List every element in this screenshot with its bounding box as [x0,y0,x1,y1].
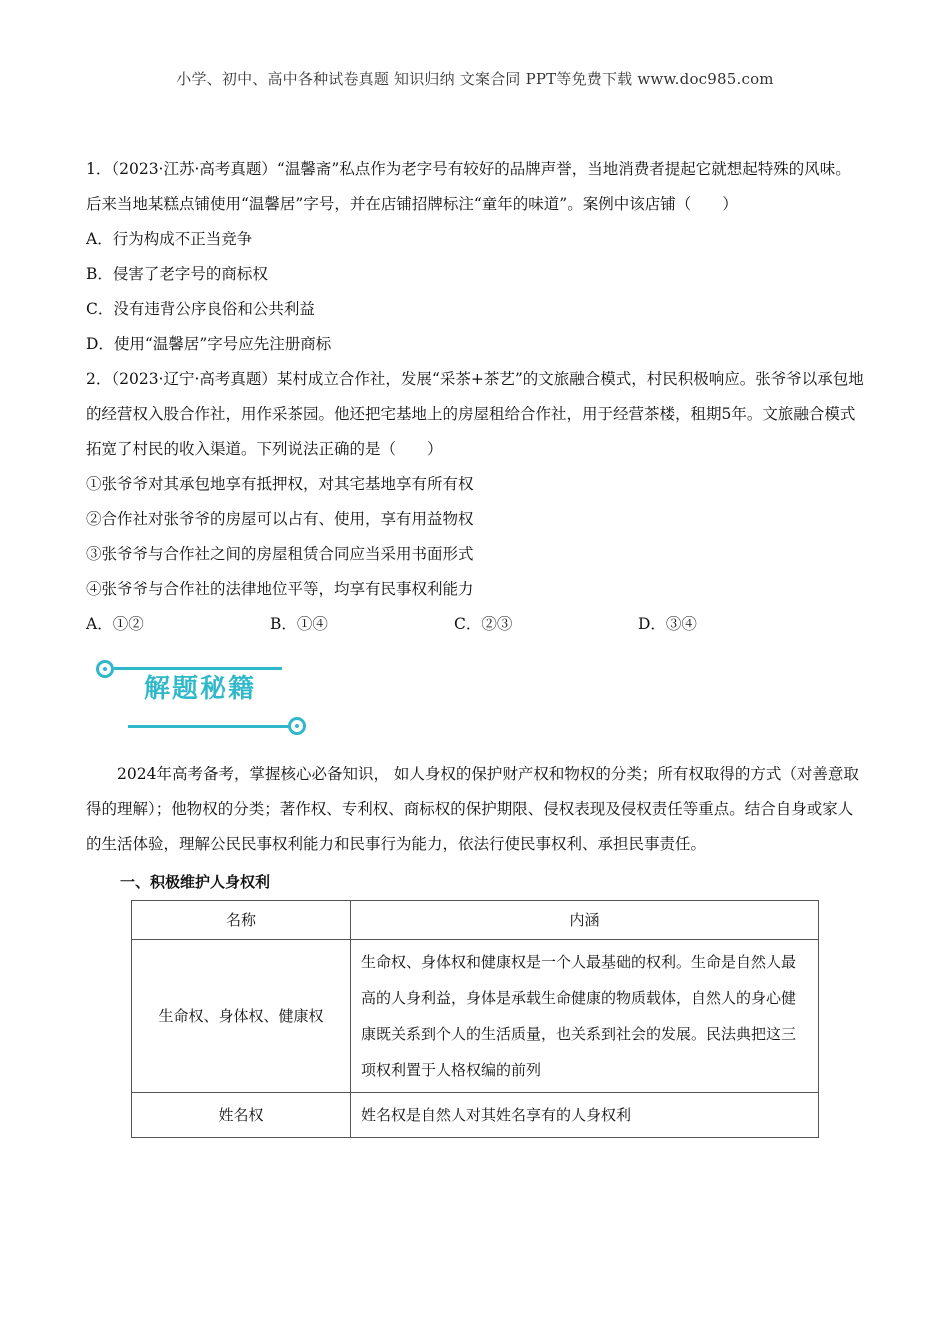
question-1-option-b: B．侵害了老字号的商标权 [86,265,268,283]
page-header: 小学、初中、高中各种试卷真题 知识归纳 文案合同 PPT等免费下载 www.doc985.com [176,70,774,88]
question-1-option-a: A．行为构成不正当竞争 [86,230,253,248]
rights-table [131,900,819,1138]
intro-paragraph: 2024年高考备考，掌握核心必备知识， 如人身权的保护财产权和物权的分类；所有权取得的方式（对善意取得的理解）；他物权的分类；著作权、专利权、商标权的保护期限、侵权表现及侵权责任等重点。结合自身或家人的生活体验，理解公民民事权利能力和民事行为能力，依法行使民事权利、承担民事责任。 [86,765,859,853]
question-2-option-d: D．③④ [638,615,697,633]
section-title: 一、积极维护人身权利 [120,873,271,891]
question-2-item-4: ④张爷爷与合作社的法律地位平等，均享有民事权利能力 [86,580,474,598]
banner-ring-icon [96,660,114,678]
table-header-content: 内涵 [351,901,819,940]
table-header-row [132,901,819,940]
question-2-item-2: ②合作社对张爷爷的房屋可以占有、使用，享有用益物权 [86,510,474,528]
question-1-stem: 1．（2023·江苏·高考真题）“温馨斋”私点作为老字号有较好的品牌声誉，当地消费者提起它就想起特殊的风味。后来当地某糕点铺使用“温馨居”字号，并在店铺招牌标注“童年的味道”。案例中该店铺（ ） [86,160,851,213]
tips-banner [92,652,322,747]
table-cell-name: 生命权、身体权、健康权 [132,940,351,1093]
question-2-option-a: A．①② [86,615,144,633]
document-body [86,152,866,1138]
table-cell-name: 姓名权 [132,1093,351,1138]
banner-ring-icon [288,717,306,735]
table-cell-content: 生命权、身体权和健康权是一个人最基础的权利。生命是自然人最高的人身利益，身体是承载生命健康的物质载体，自然人的身心健康既关系到个人的生活质量，也关系到社会的发展。民法典把这三项权利置于人格权编的前列 [351,940,819,1093]
banner-bottom-line [128,725,290,728]
table-row [132,940,819,1093]
question-2-item-1: ①张爷爷对其承包地享有抵押权，对其宅基地享有所有权 [86,475,474,493]
question-2-options [86,607,866,642]
question-1-option-d: D．使用“温馨居”字号应先注册商标 [86,335,332,353]
question-2-stem: 2．（2023·辽宁·高考真题）某村成立合作社，发展“采茶+茶艺”的文旅融合模式，村民积极响应。张爷爷以承包地的经营权入股合作社，用作采茶园。他还把宅基地上的房屋租给合作社，用于经营茶楼，租期5年。文旅融合模式拓宽了村民的收入渠道。下列说法正确的是（ ） [86,370,864,458]
question-2-item-3: ③张爷爷与合作社之间的房屋租赁合同应当采用书面形式 [86,545,474,563]
banner-top-line [114,667,282,670]
question-2-option-b: B．①④ [270,615,328,633]
banner-title: 解题秘籍 [144,674,257,704]
table-cell-content: 姓名权是自然人对其姓名享有的人身权利 [351,1093,819,1138]
table-row [132,1093,819,1138]
table-header-name: 名称 [132,901,351,940]
question-1-option-c: C．没有违背公序良俗和公共利益 [86,300,315,318]
question-2-option-c: C．②③ [454,615,513,633]
